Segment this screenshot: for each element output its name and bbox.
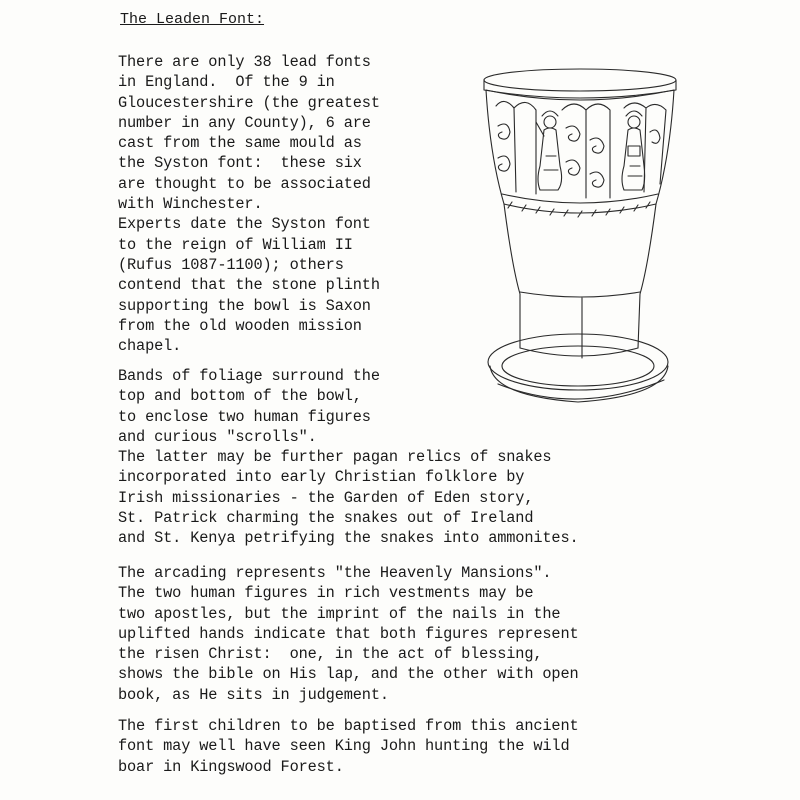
paragraph-history	[118, 52, 380, 356]
text-line: are thought to be associated	[118, 174, 371, 193]
text-line: The latter may be further pagan relics of snakes	[118, 448, 552, 467]
text-line: boar in Kingswood Forest.	[118, 757, 344, 776]
text-line: cast from the same mould as	[118, 134, 362, 153]
text-line: (Rufus 1087-1100); others	[118, 255, 344, 274]
text-line: The first children to be baptised from this ancient	[118, 717, 579, 735]
text-line: the risen Christ: one, in the act of blessing,	[118, 645, 543, 664]
text-line: in England. Of the 9 in	[118, 73, 335, 92]
text-line: Bands of foliage surround the	[118, 367, 380, 385]
lead-font-drawing-icon	[474, 66, 686, 428]
text-line: incorporated into early Christian folklore by	[118, 468, 525, 487]
text-line: The two human figures in rich vestments may be	[118, 584, 534, 603]
text-line: Gloucestershire (the greatest	[118, 93, 380, 112]
text-line: uplifted hands indicate that both figures represent	[118, 624, 579, 643]
text-line: to the reign of William II	[118, 235, 353, 254]
text-line: supporting the bowl is Saxon	[118, 296, 371, 315]
text-line: and curious "scrolls".	[118, 427, 317, 446]
text-line: with Winchester.	[118, 195, 263, 214]
text-line: top and bottom of the bowl,	[118, 387, 362, 406]
text-line: from the old wooden mission	[118, 316, 362, 335]
text-line: Irish missionaries - the Garden of Eden story,	[118, 488, 534, 507]
text-line: chapel.	[118, 337, 182, 356]
paragraph-baptism	[118, 716, 579, 777]
text-line: to enclose two human figures	[118, 407, 371, 426]
text-line: The arcading represents "the Heavenly Mansions".	[118, 564, 552, 582]
text-line: two apostles, but the imprint of the nails in the	[118, 604, 561, 623]
text-line: book, as He sits in judgement.	[118, 685, 389, 704]
text-line: font may well have seen King John hunting the wild	[118, 737, 570, 756]
text-line: contend that the stone plinth	[118, 276, 380, 295]
text-line: Experts date the Syston font	[118, 215, 371, 234]
text-line: the Syston font: these six	[118, 154, 362, 173]
text-line: shows the bible on His lap, and the other with open	[118, 665, 579, 684]
document-title: The Leaden Font:	[120, 11, 265, 28]
text-line: There are only 38 lead fonts	[118, 53, 371, 71]
text-line: and St. Kenya petrifying the snakes into ammonites.	[118, 529, 579, 548]
text-line: number in any County), 6 are	[118, 113, 371, 132]
paragraph-arcading	[118, 563, 579, 705]
text-line: St. Patrick charming the snakes out of Ireland	[118, 509, 534, 528]
